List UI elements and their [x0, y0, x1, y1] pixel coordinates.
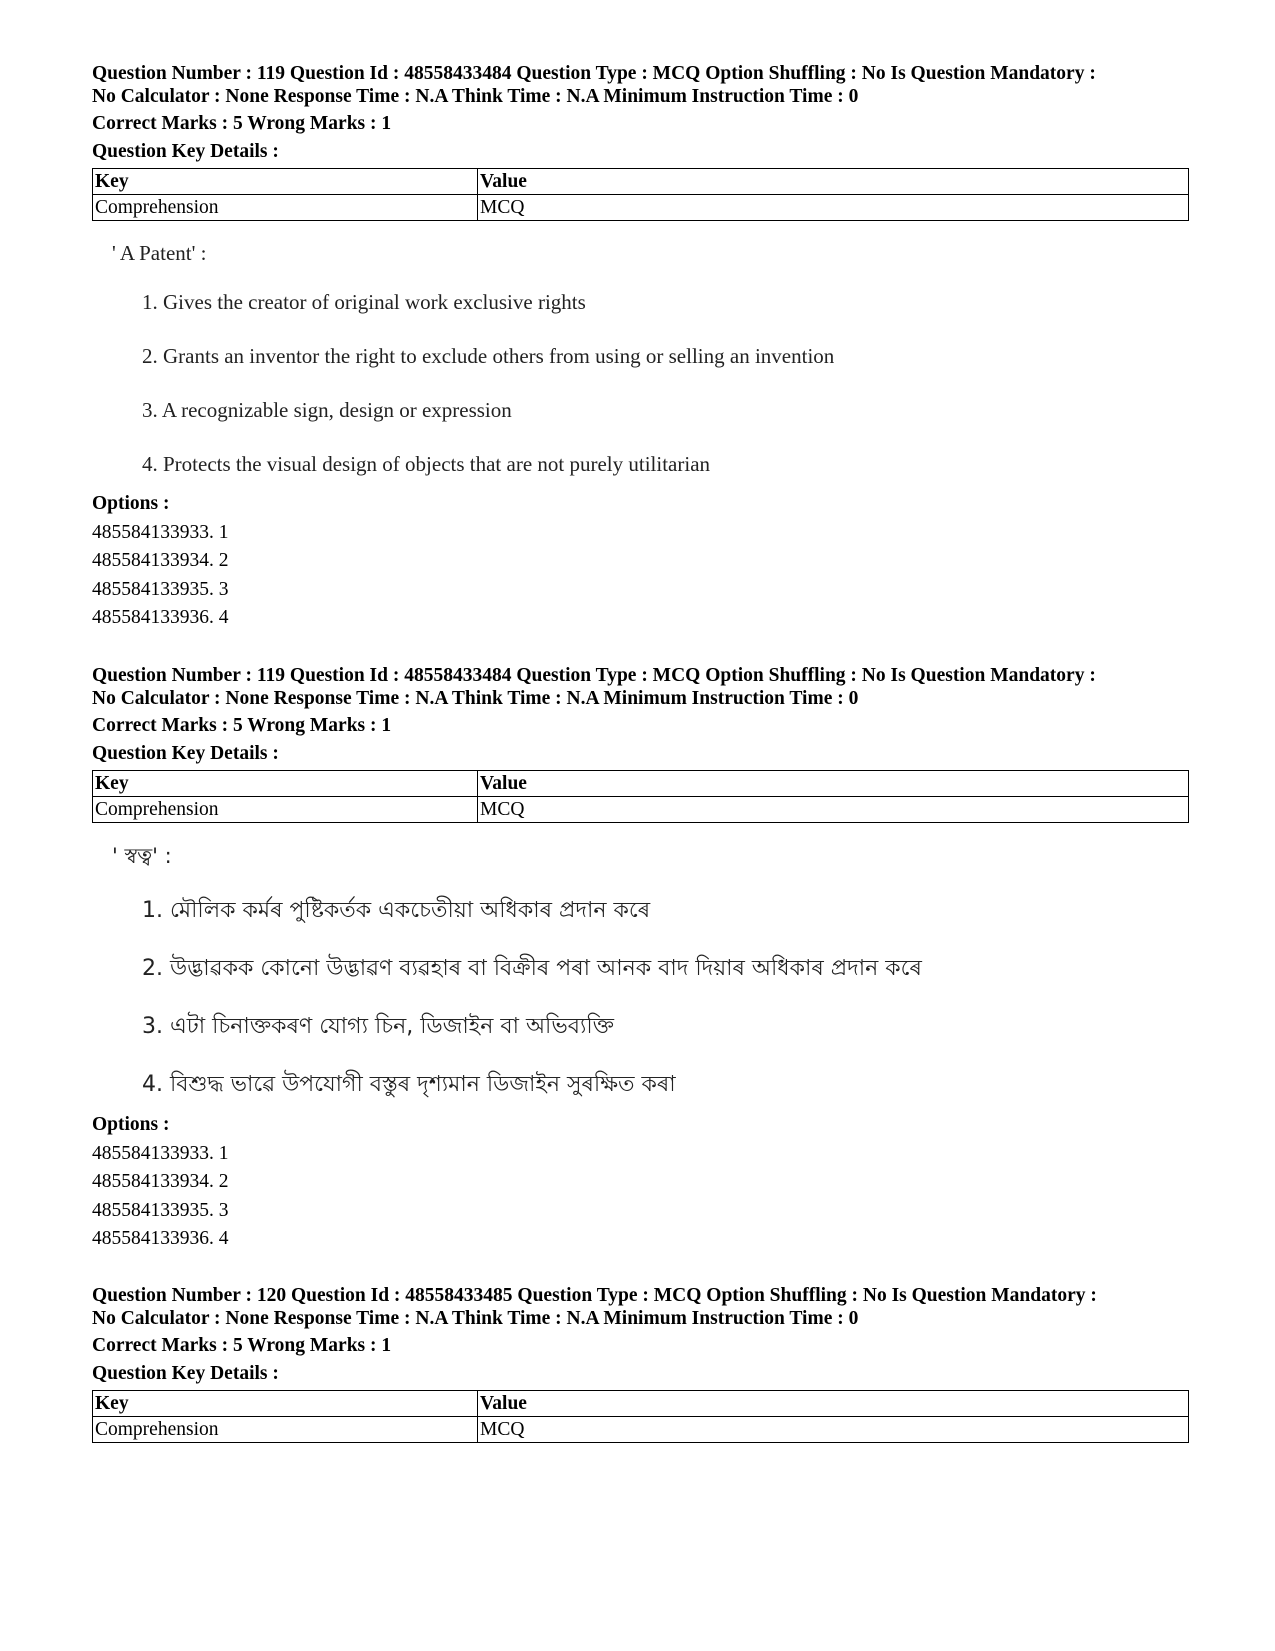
table-header-value: Value — [478, 771, 1189, 797]
question-meta-line-1: Question Number : 119 Question Id : 48558433484 Question Type : MCQ Option Shuffling : No Is Question Mandatory : — [92, 63, 1096, 84]
list-item: 1. Gives the creator of original work exclusive rights — [142, 290, 586, 314]
table-header-value: Value — [478, 169, 1189, 195]
option-item: 485584133934. 2 — [92, 1171, 229, 1192]
table-header-key: Key — [93, 771, 478, 797]
table-cell-key: Comprehension — [93, 195, 478, 221]
list-item: 4. বিশুদ্ধ ভাৱে উপযোগী বস্তুৰ দৃশ্যমান ডিজাইন সুৰক্ষিত কৰা — [142, 1072, 676, 1097]
statement-list — [108, 275, 1058, 491]
marks-line: Correct Marks : 5 Wrong Marks : 1 — [92, 715, 392, 736]
table-cell-value: MCQ — [478, 195, 1189, 221]
question-meta-line-1: Question Number : 119 Question Id : 48558433484 Question Type : MCQ Option Shuffling : No Is Question Mandatory : — [92, 665, 1096, 686]
marks-line: Correct Marks : 5 Wrong Marks : 1 — [92, 113, 392, 134]
question-stem: ' স্বত্ব' : — [112, 844, 172, 868]
table-cell-key: Comprehension — [93, 797, 478, 823]
options-label: Options : — [92, 1114, 170, 1135]
options-label: Options : — [92, 493, 170, 514]
table-header-row — [93, 1391, 1189, 1417]
list-item: 3. এটা চিনাক্তকৰণ যোগ্য চিন, ডিজাইন বা অভিব্যক্তি — [142, 1014, 615, 1039]
options-section — [92, 1111, 1192, 1254]
table-header-key: Key — [93, 1391, 478, 1417]
list-item: 2. উদ্ভাৱকক কোনো উদ্ভাৱণ ব্যৱহাৰ বা বিক্ৰীৰ পৰা আনক বাদ দিয়াৰ অধিকাৰ প্ৰদান কৰে — [142, 956, 922, 981]
table-header-key: Key — [93, 169, 478, 195]
key-details-table — [92, 168, 1189, 221]
list-item: 4. Protects the visual design of objects that are not purely utilitarian — [142, 452, 711, 476]
key-details-table-wrap — [92, 168, 1192, 221]
question-meta-line-2: No Calculator : None Response Time : N.A Think Time : N.A Minimum Instruction Time : 0 — [92, 688, 859, 709]
key-details-table — [92, 1390, 1189, 1443]
table-header-row — [93, 771, 1189, 797]
question-header — [92, 664, 1192, 710]
question-header — [92, 1284, 1192, 1330]
key-details-table-wrap — [92, 770, 1192, 823]
option-item: 485584133935. 3 — [92, 578, 229, 600]
option-item: 485584133934. 2 — [92, 550, 229, 571]
option-item: 485584133933. 1 — [92, 1142, 229, 1164]
table-header-row — [93, 169, 1189, 195]
option-item: 485584133936. 4 — [92, 1228, 229, 1249]
list-item: 2. Grants an inventor the right to exclude others from using or selling an invention — [142, 344, 835, 368]
question-header — [92, 62, 1192, 108]
option-item: 485584133935. 3 — [92, 1199, 229, 1221]
list-item: 3. A recognizable sign, design or expression — [142, 398, 512, 422]
question-meta-line-1: Question Number : 120 Question Id : 48558433485 Question Type : MCQ Option Shuffling : No Is Question Mandatory : — [92, 1285, 1097, 1306]
question-content — [108, 843, 1058, 1114]
key-details-table — [92, 770, 1189, 823]
table-cell-key: Comprehension — [93, 1417, 478, 1443]
table-row — [93, 797, 1189, 823]
table-cell-value: MCQ — [478, 1417, 1189, 1443]
options-section — [92, 490, 1192, 633]
key-details-label: Question Key Details : — [92, 1363, 279, 1384]
table-row — [93, 195, 1189, 221]
question-stem: ' A Patent' : — [112, 241, 207, 265]
key-details-table-wrap — [92, 1390, 1192, 1443]
question-meta-line-2: No Calculator : None Response Time : N.A Think Time : N.A Minimum Instruction Time : 0 — [92, 86, 859, 107]
table-header-value: Value — [478, 1391, 1189, 1417]
option-item: 485584133936. 4 — [92, 607, 229, 628]
option-item: 485584133933. 1 — [92, 521, 229, 543]
marks-line: Correct Marks : 5 Wrong Marks : 1 — [92, 1335, 392, 1356]
table-row — [93, 1417, 1189, 1443]
question-meta-line-2: No Calculator : None Response Time : N.A Think Time : N.A Minimum Instruction Time : 0 — [92, 1308, 859, 1329]
list-item: 1. মৌলিক কৰ্মৰ পুষ্টিকৰ্তক একচেতীয়া অধিকাৰ প্ৰদান কৰে — [142, 898, 651, 923]
key-details-label: Question Key Details : — [92, 141, 279, 162]
key-details-label: Question Key Details : — [92, 743, 279, 764]
statement-list — [108, 882, 1058, 1114]
table-cell-value: MCQ — [478, 797, 1189, 823]
question-content — [108, 240, 1058, 491]
